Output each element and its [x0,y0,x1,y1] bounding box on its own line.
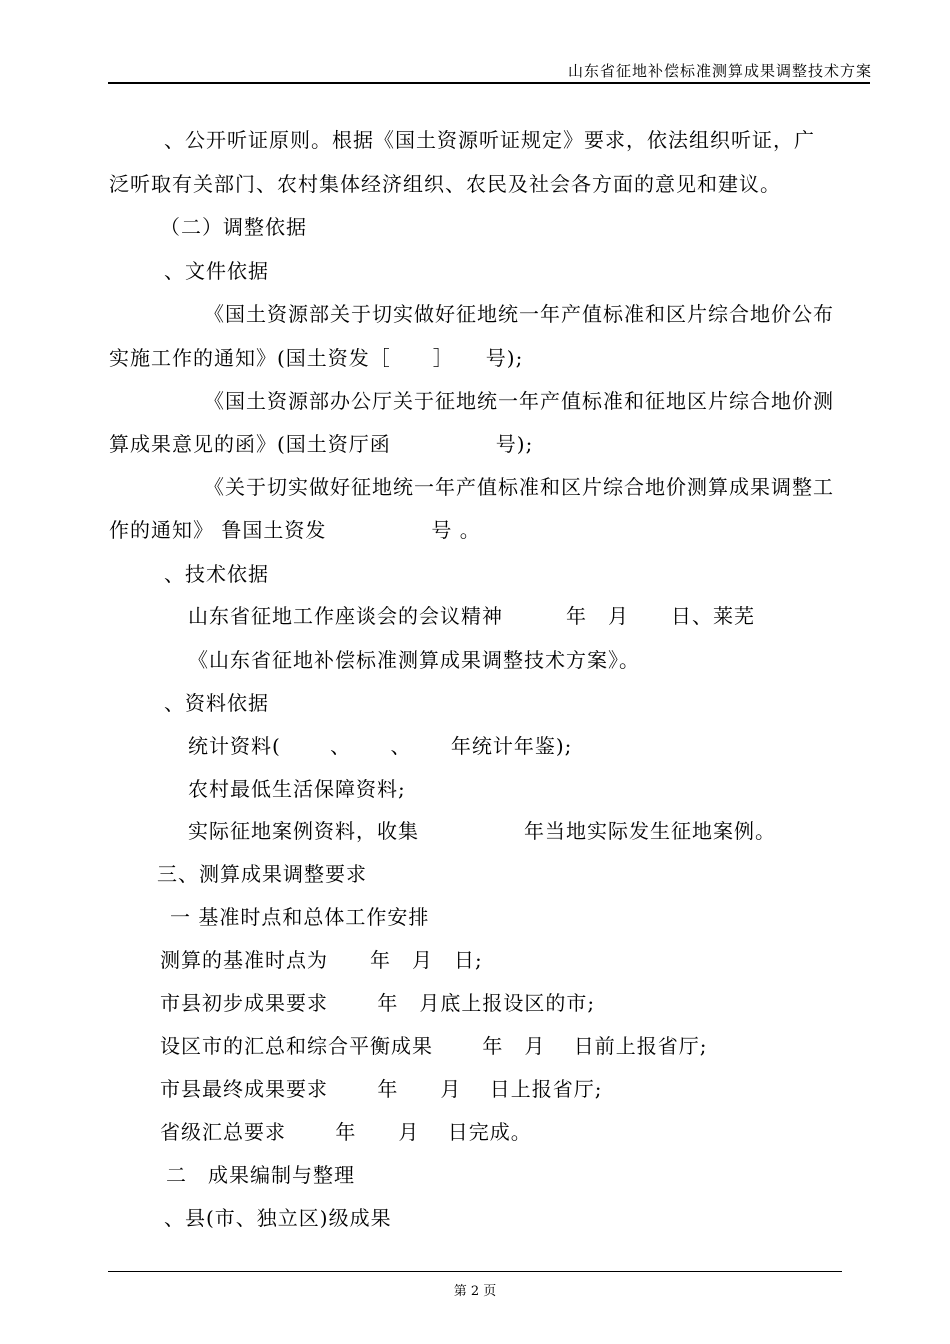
subsection-heading: 、技术依据 [164,562,269,586]
subsection-heading: 、文件依据 [164,259,269,283]
paragraph-line: 《关于切实做好征地统一年产值标准和区片综合地价测算成果调整工 [204,475,834,499]
section-heading: （二）调整依据 [160,215,307,239]
paragraph-line: 实际征地案例资料，收集 年当地实际发生征地案例。 [188,819,776,843]
page-header-title: 山东省征地补偿标准测算成果调整技术方案 [567,62,872,80]
section-heading: 三、测算成果调整要求 [157,862,367,886]
paragraph-line: 泛听取有关部门、农村集体经济组织、农民及社会各方面的意见和建议。 [109,172,781,196]
paragraph-line: 省级汇总要求 年 月 日完成。 [160,1120,532,1144]
paragraph-line: 设区市的汇总和综合平衡成果 年 月 日前上报省厅; [160,1034,708,1058]
subsection-heading: 二 成果编制与整理 [166,1163,355,1187]
paragraph-line: 算成果意见的函》(国土资厅函 号); [109,432,534,456]
paragraph-line: 《山东省征地补偿标准测算成果调整技术方案》。 [188,648,640,672]
subsection-heading: 一 基准时点和总体工作安排 [170,905,430,929]
paragraph-line: 《国土资源部关于切实做好征地统一年产值标准和区片综合地价公布 [204,302,834,326]
paragraph-line: 实施工作的通知》(国土资发［ ］ 号); [109,346,524,370]
paragraph-line: 测算的基准时点为 年 月 日; [160,948,483,972]
footer-rule [108,1271,842,1272]
paragraph-line: 《国土资源部办公厅关于征地统一年产值标准和征地区片综合地价测 [204,389,834,413]
header-rule [108,82,870,84]
paragraph-line: 市县初步成果要求 年 月底上报设区的市; [160,991,596,1015]
paragraph-line: 统计资料( 、 、 年统计年鉴); [188,734,573,758]
subsection-heading: 、资料依据 [164,691,269,715]
paragraph-line: 农村最低生活保障资料; [188,777,406,801]
paragraph-line: 山东省征地工作座谈会的会议精神 年 月 日、莱芜 [188,604,755,628]
subsection-heading: 、县(市、独立区)级成果 [164,1206,392,1230]
paragraph-line: 市县最终成果要求 年 月 日上报省厅; [160,1077,603,1101]
paragraph-line: 作的通知》 鲁国土资发 号 。 [109,518,481,542]
page-number: 第 2 页 [453,1284,497,1299]
paragraph-line: 、公开听证原则。根据《国土资源听证规定》要求，依法组织听证，广 [164,128,815,152]
